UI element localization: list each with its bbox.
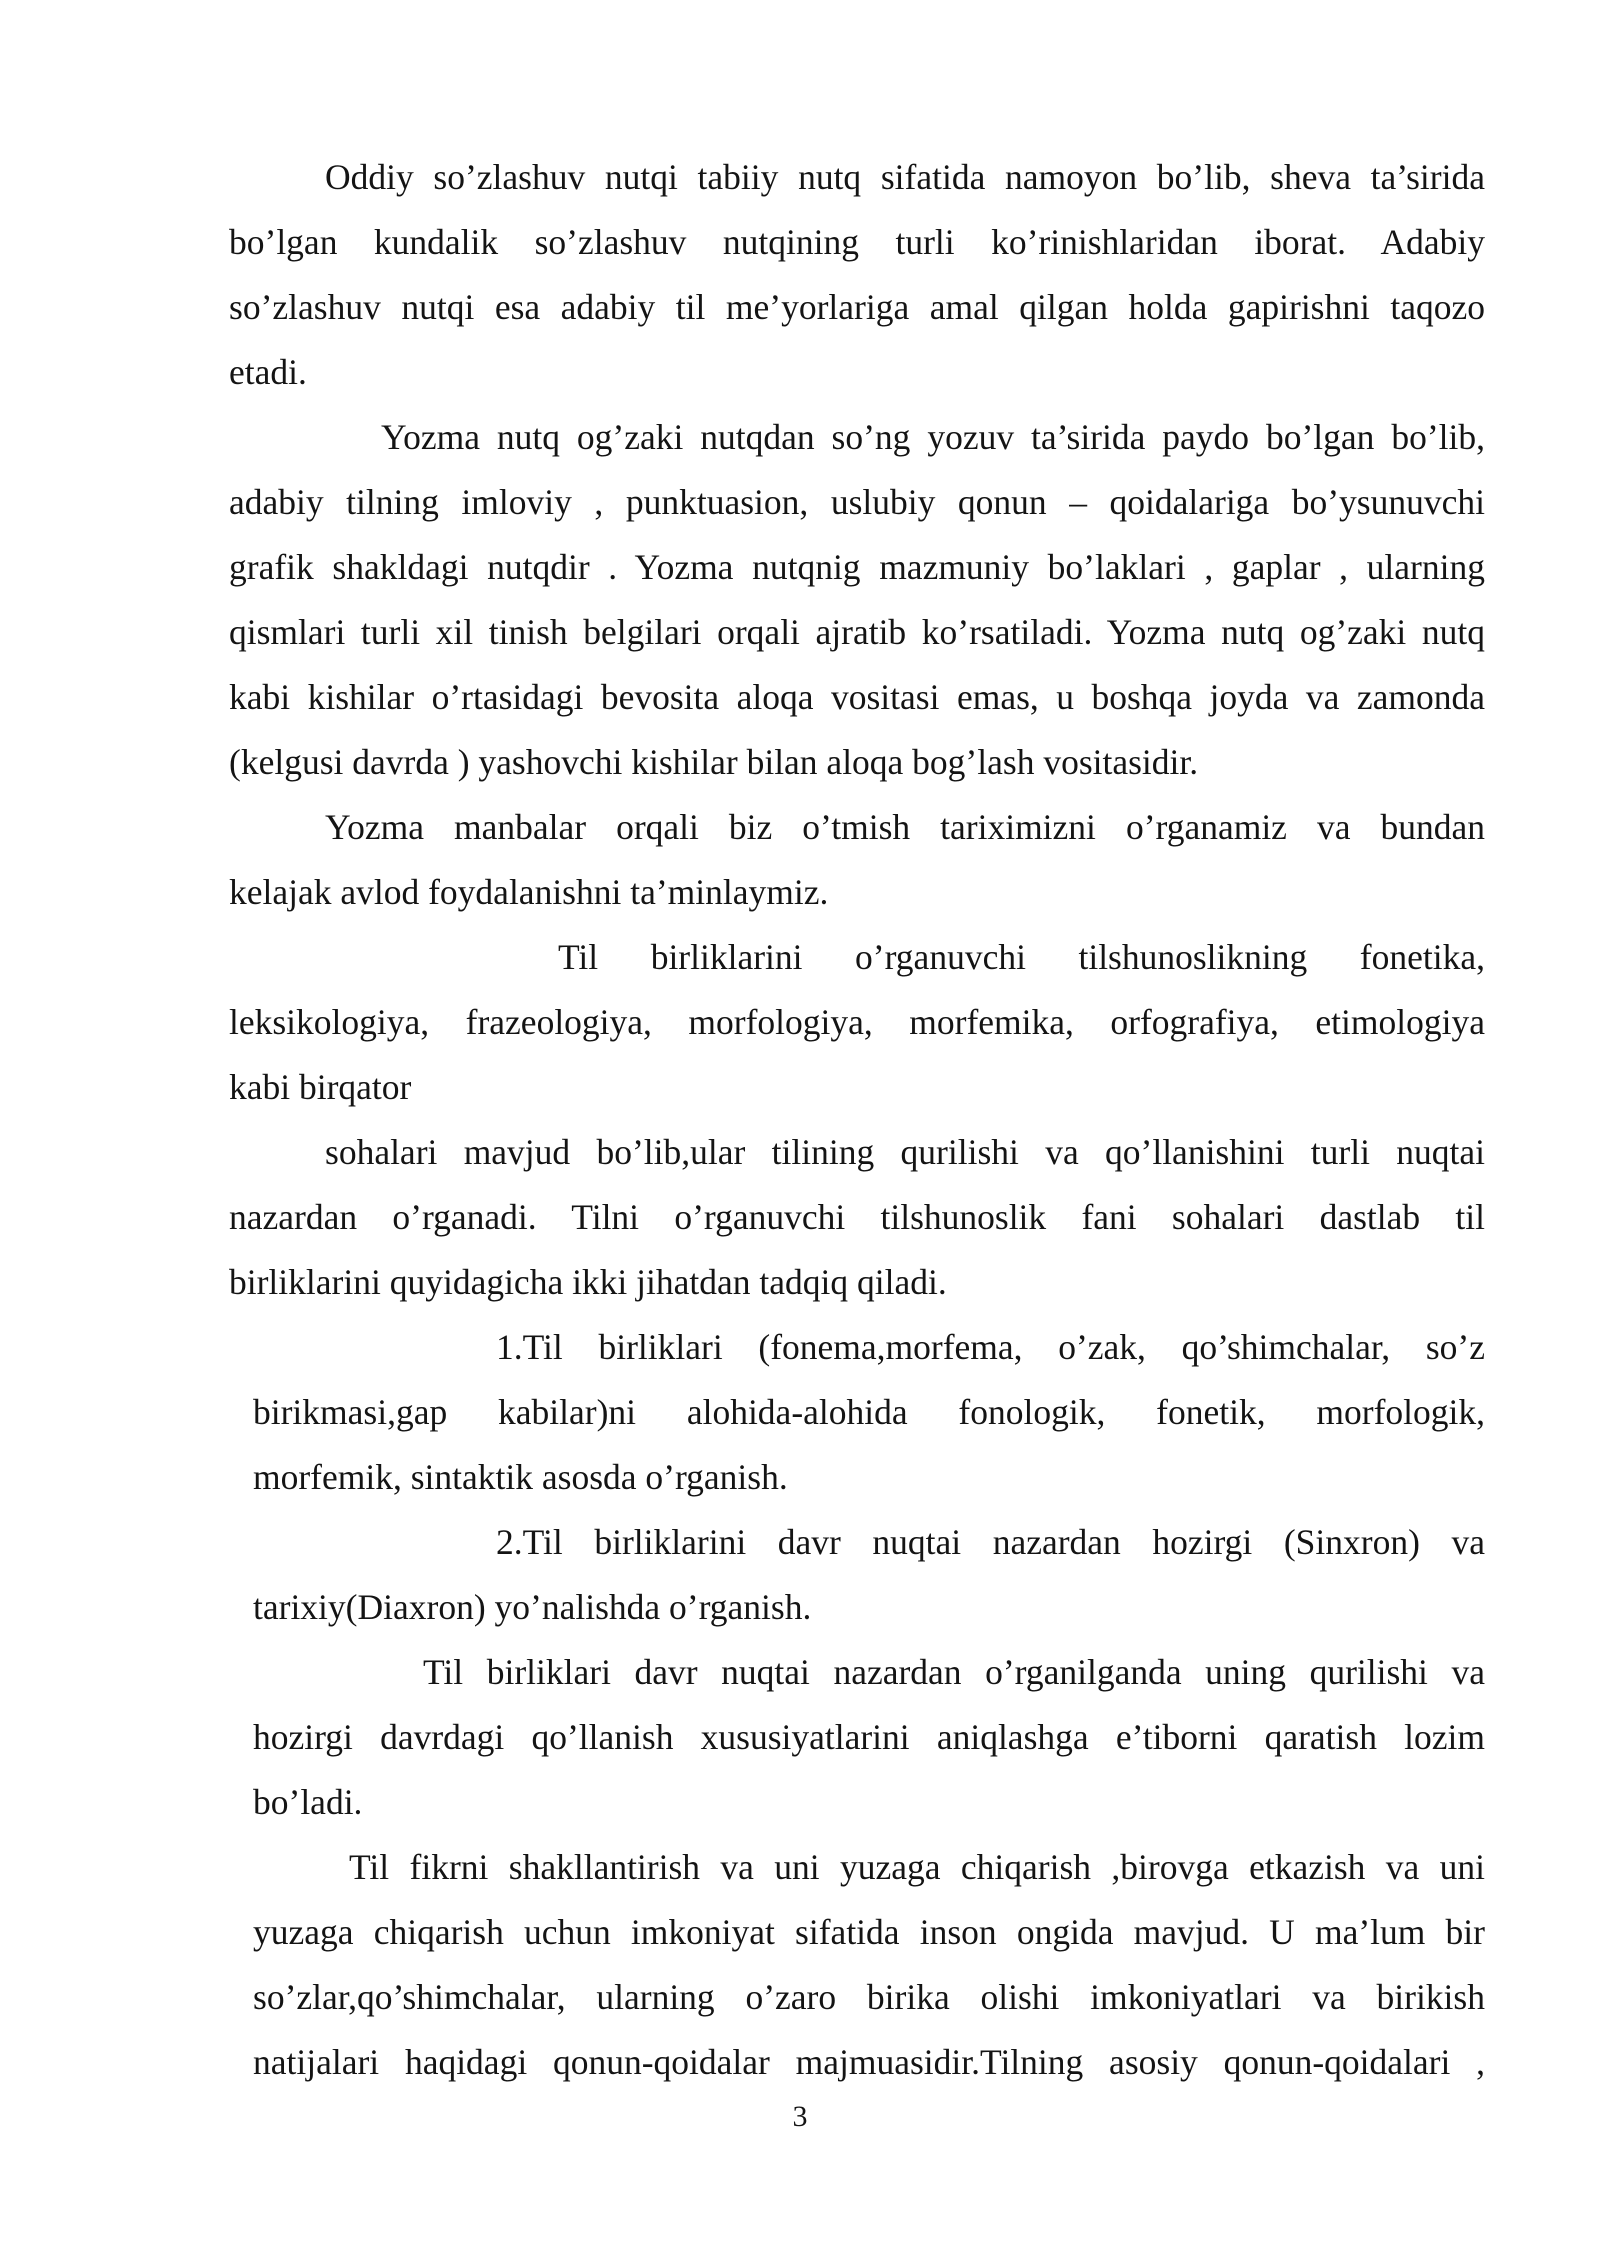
text-line: Til birliklarini o’rganuvchi tilshunoslikning fonetika,: [558, 937, 1485, 977]
list-item-line: 1.Til birliklari (fonema,morfema, o’zak, qo’shimchalar, so’z: [496, 1327, 1485, 1367]
text-line: sohalari mavjud bo’lib,ular tilining qurilishi va qo’llanishini turli nuqtai: [325, 1132, 1485, 1172]
text-line: bo’ladi.: [253, 1782, 363, 1822]
text-line: adabiy tilning imloviy , punktuasion, uslubiy qonun – qoidalariga bo’ysunuvchi: [229, 482, 1485, 522]
text-line: Til fikrni shakllantirish va uni yuzaga chiqarish ,birovga etkazish va uni: [349, 1847, 1485, 1887]
text-line: so’zlashuv nutqi esa adabiy til me’yorlariga amal qilgan holda gapirishni taqozo: [229, 287, 1485, 327]
text-line: bo’lgan kundalik so’zlashuv nutqining turli ko’rinishlaridan iborat. Adabiy: [229, 222, 1485, 262]
text-line: Yozma manbalar orqali biz o’tmish tariximizni o’rganamiz va bundan: [325, 807, 1485, 847]
text-line: (kelgusi davrda ) yashovchi kishilar bilan aloqa bog’lash vositasidir.: [229, 742, 1199, 782]
text-line: leksikologiya, frazeologiya, morfologiya, morfemika, orfografiya, etimologiya: [229, 1002, 1485, 1042]
text-line: nazardan o’rganadi. Tilni o’rganuvchi tilshunoslik fani sohalari dastlab til: [229, 1197, 1485, 1237]
text-line: natijalari haqidagi qonun-qoidalar majmuasidir.Tilning asosiy qonun-qoidalari ,: [253, 2042, 1485, 2082]
text-line: grafik shakldagi nutqdir . Yozma nutqnig mazmuniy bo’laklari , gaplar , ularning: [229, 547, 1485, 587]
text-line: yuzaga chiqarish uchun imkoniyat sifatida inson ongida mavjud. U ma’lum bir: [253, 1912, 1485, 1952]
list-item-line: morfemik, sintaktik asosda o’rganish.: [253, 1457, 788, 1497]
text-line: etadi.: [229, 352, 307, 392]
text-line: so’zlar,qo’shimchalar, ularning o’zaro birika olishi imkoniyatlari va birikish: [253, 1977, 1485, 2017]
text-line: hozirgi davrdagi qo’llanish xususiyatlarini aniqlashga e’tiborni qaratish lozim: [253, 1717, 1485, 1757]
text-line: birliklarini quyidagicha ikki jihatdan tadqiq qiladi.: [229, 1262, 947, 1302]
text-line: kabi birqator: [229, 1067, 412, 1107]
page-number: 3: [792, 2100, 808, 2133]
text-line: Yozma nutq og’zaki nutqdan so’ng yozuv ta’sirida paydo bo’lgan bo’lib,: [381, 417, 1485, 457]
list-item-line: birikmasi,gap kabilar)ni alohida-alohida fonologik, fonetik, morfologik,: [253, 1392, 1485, 1432]
list-item-line: tarixiy(Diaxron) yo’nalishda o’rganish.: [253, 1587, 812, 1627]
list-item-line: 2.Til birliklarini davr nuqtai nazardan hozirgi (Sinxron) va: [496, 1522, 1485, 1562]
text-line: qismlari turli xil tinish belgilari orqali ajratib ko’rsatiladi. Yozma nutq og’zaki nutq: [229, 612, 1485, 652]
text-line: kelajak avlod foydalanishni ta’minlaymiz.: [229, 872, 829, 912]
text-line: kabi kishilar o’rtasidagi bevosita aloqa vositasi emas, u boshqa joyda va zamonda: [229, 677, 1485, 717]
text-line: Til birliklari davr nuqtai nazardan o’rganilganda uning qurilishi va: [423, 1652, 1485, 1692]
text-line: Oddiy so’zlashuv nutqi tabiiy nutq sifatida namoyon bo’lib, sheva ta’sirida: [325, 157, 1485, 197]
